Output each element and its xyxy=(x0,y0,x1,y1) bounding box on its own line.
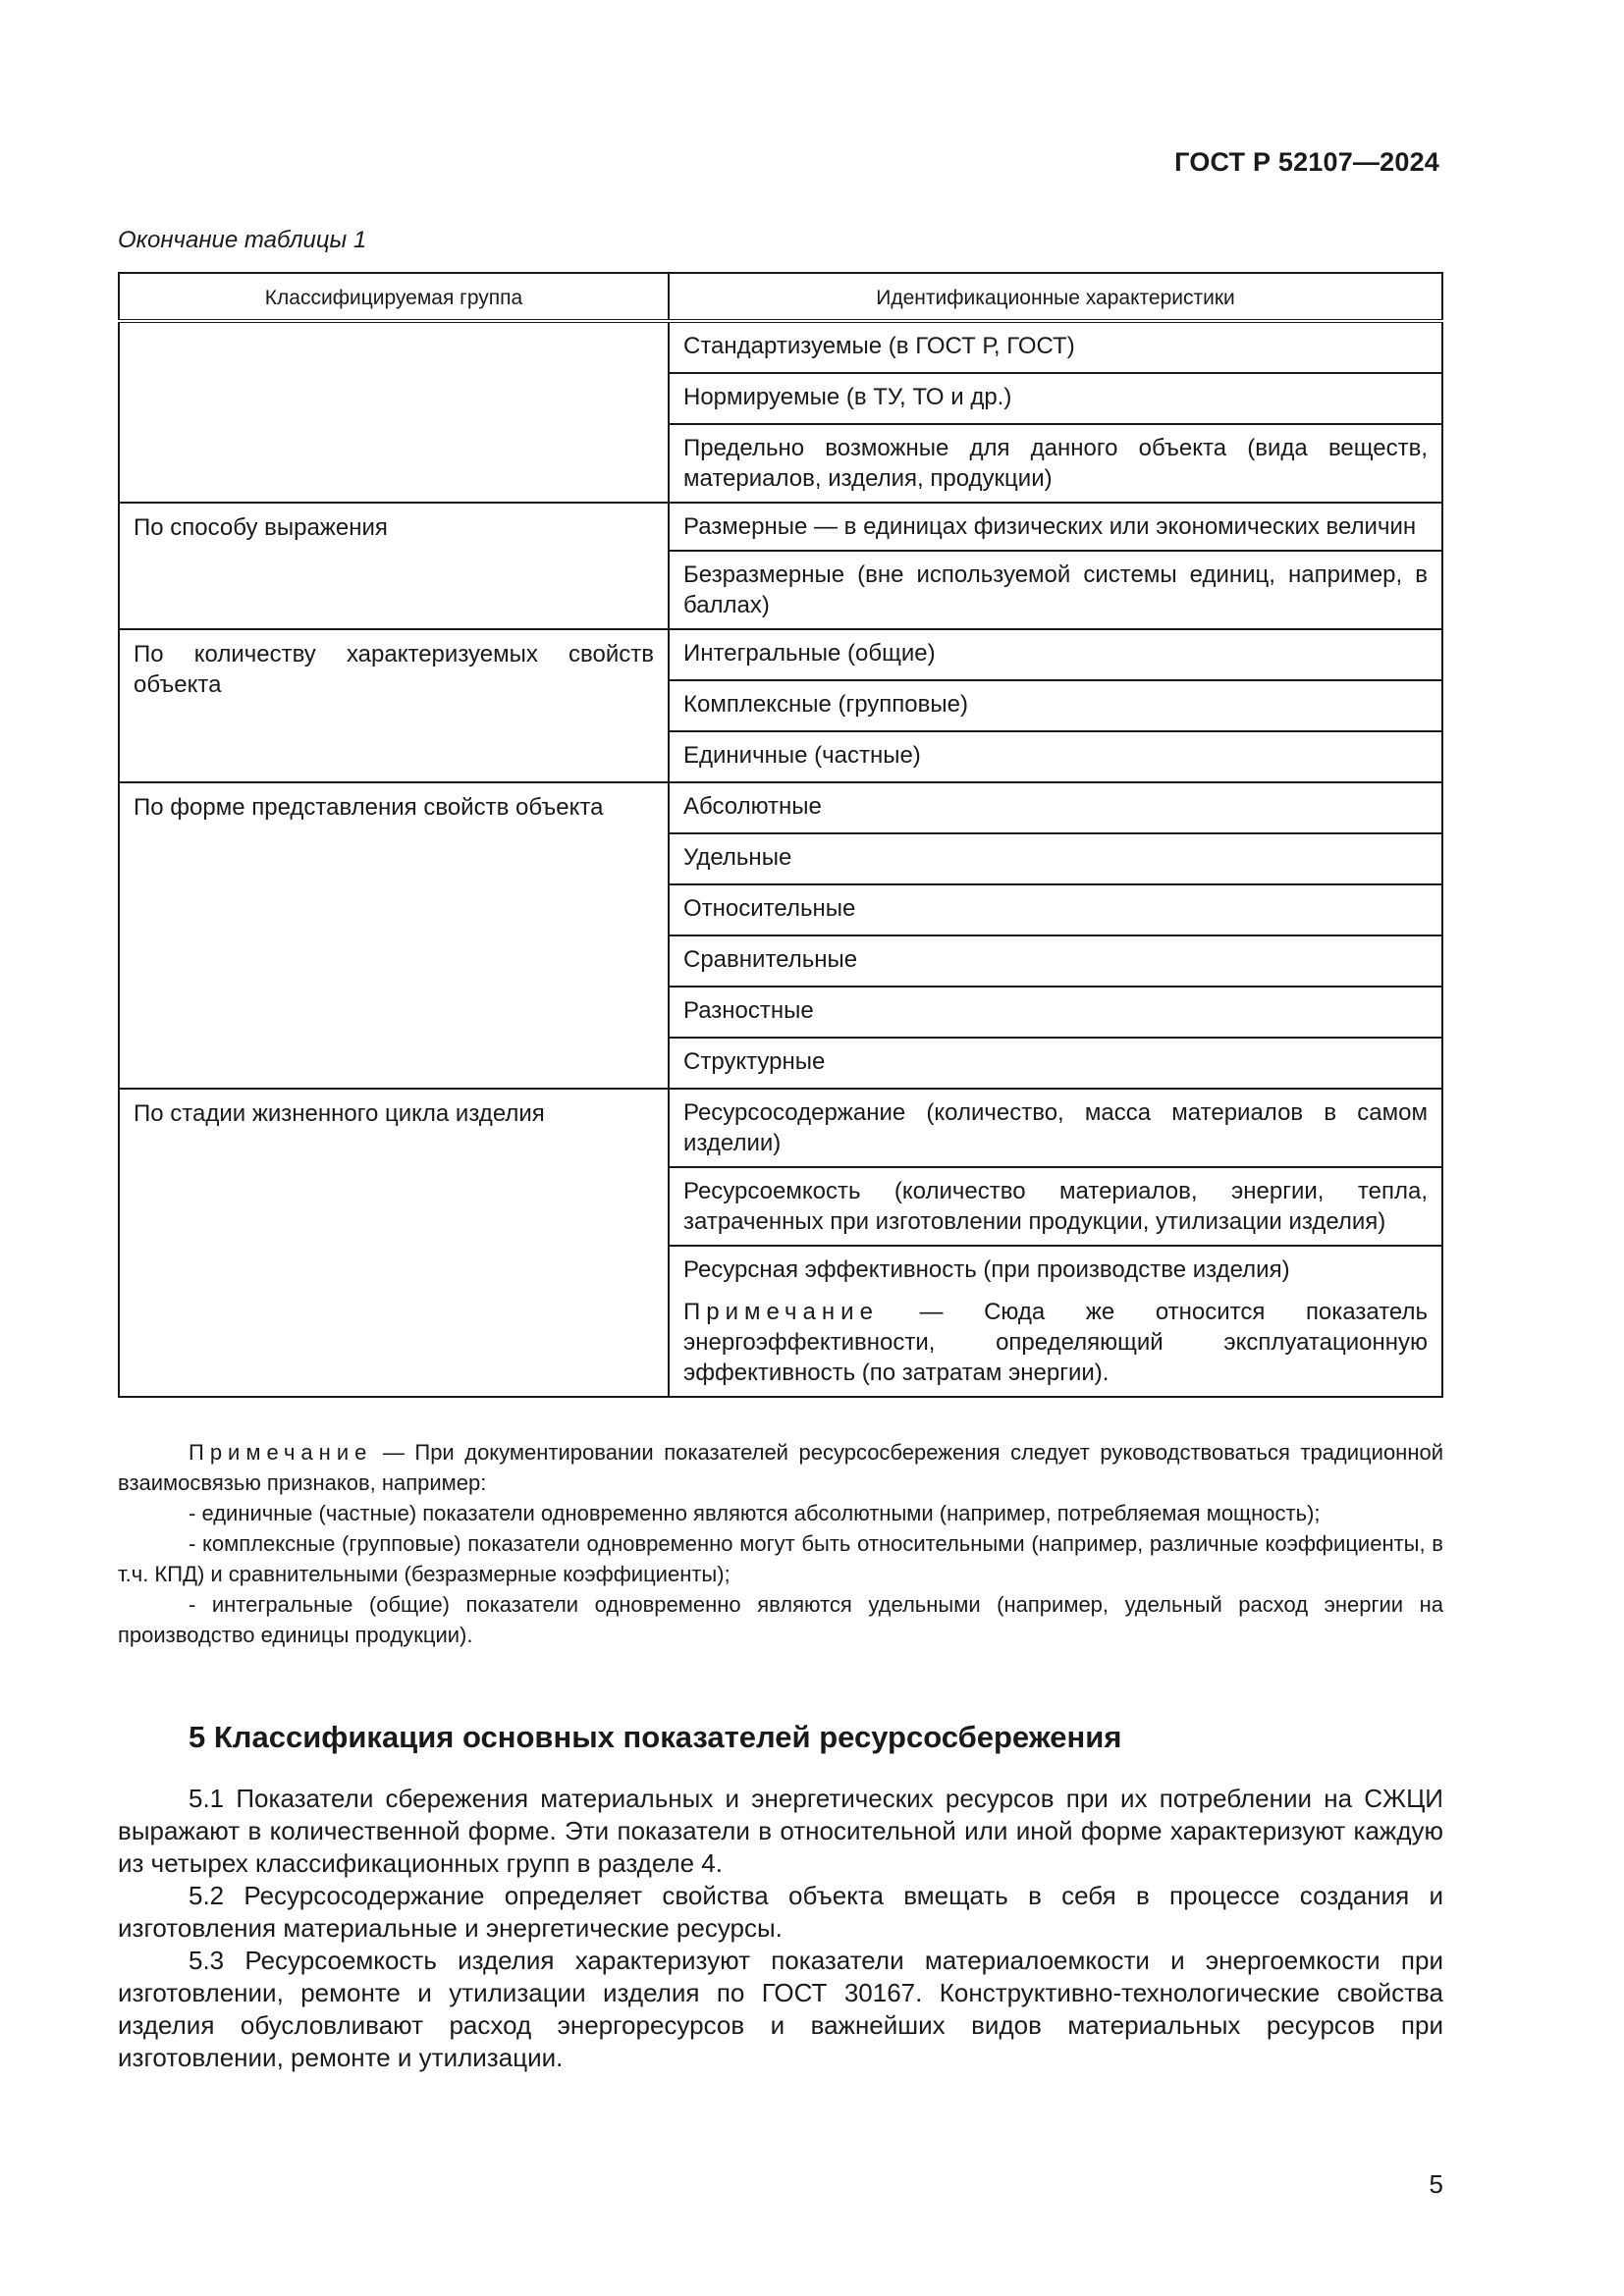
table-row xyxy=(119,321,1442,373)
table-row xyxy=(119,1089,1442,1167)
table-caption: Окончание таблицы 1 xyxy=(118,227,367,253)
characteristic-cell: Ресурсосодержание (количество, масса материалов в самом изделии) xyxy=(669,1089,1442,1167)
characteristic-cell: Сравнительные xyxy=(669,935,1442,987)
document-code: ГОСТ Р 52107—2024 xyxy=(1174,147,1439,177)
characteristic-cell: Предельно возможные для данного объекта (вида веществ, материалов, изделия, продукции) xyxy=(669,424,1442,503)
note-item: - интегральные (общие) показатели одновременно являются удельными (например, удельный расход энергии на производство единицы продукции). xyxy=(118,1592,1443,1647)
paragraph: 5.1 Показатели сбережения материальных и энергетических ресурсов при их потреблении на СЖЦИ выражают в количественной форме. Эти показатели в относительной или иной форме характеризуют каждую из четырех классификационных групп в разделе 4. xyxy=(118,1784,1443,1878)
group-cell-continued xyxy=(119,321,669,503)
note-intro xyxy=(118,1437,1443,1498)
characteristic-cell: Комплексные (групповые) xyxy=(669,680,1442,731)
header-characteristics-column: Идентификационные характеристики xyxy=(669,273,1442,321)
characteristic-cell: Размерные — в единицах физических или экономических величин xyxy=(669,503,1442,551)
cell-note-label: Примечание xyxy=(683,1299,879,1325)
characteristic-cell: Нормируемые (в ТУ, ТО и др.) xyxy=(669,373,1442,424)
header-group-column: Классифицируемая группа xyxy=(119,273,669,321)
characteristic-cell: Интегральные (общие) xyxy=(669,629,1442,680)
group-cell: По форме представления свойств объекта xyxy=(119,782,669,1089)
table-header-row xyxy=(119,273,1442,321)
characteristic-cell: Единичные (частные) xyxy=(669,731,1442,782)
table-row xyxy=(119,503,1442,551)
table-row xyxy=(119,629,1442,680)
characteristic-cell: Относительные xyxy=(669,884,1442,935)
group-cell: По количеству характеризуемых свойств объекта xyxy=(119,629,669,782)
group-cell: По стадии жизненного цикла изделия xyxy=(119,1089,669,1397)
page-number: 5 xyxy=(1429,2169,1443,2199)
characteristic-cell: Ресурсоемкость (количество материалов, энергии, тепла, затраченных при изготовлении продукции, утилизации изделия) xyxy=(669,1167,1442,1246)
group-cell: По способу выражения xyxy=(119,503,669,629)
paragraph: 5.2 Ресурсосодержание определяет свойства объекта вмещать в себя в процессе создания и изготовления материальные и энергетические ресурсы. xyxy=(118,1881,1443,1943)
characteristic-cell: Разностные xyxy=(669,987,1442,1038)
note-label: Примечание xyxy=(189,1440,373,1465)
characteristic-cell: Стандартизуемые (в ГОСТ Р, ГОСТ) xyxy=(669,321,1442,373)
cell-note xyxy=(683,1297,1428,1388)
paragraph: 5.3 Ресурсоемкость изделия характеризуют показатели материалоемкости и энергоемкости при изготовлении, ремонте и утилизации изделия по ГОСТ 30167. Конструктивно-технологические свойства изделия обусловливают расход энергоресурсов и важнейших видов материальных ресурсов при изготовлении, ремонте и утилизации. xyxy=(118,1946,1443,2072)
characteristic-cell: Абсолютные xyxy=(669,782,1442,833)
characteristic-cell: Удельные xyxy=(669,833,1442,884)
section-title: 5 Классификация основных показателей ресурсосбережения xyxy=(189,1720,1122,1754)
table-note xyxy=(118,1437,1443,1650)
characteristic-cell: Структурные xyxy=(669,1038,1442,1089)
classification-table xyxy=(118,272,1443,1398)
section-body xyxy=(118,1783,1443,2074)
characteristic-cell-with-note xyxy=(669,1246,1442,1397)
characteristic-cell: Безразмерные (вне используемой системы единиц, например, в баллах) xyxy=(669,551,1442,629)
note-item: - единичные (частные) показатели одновременно являются абсолютными (например, потребляемая мощность); xyxy=(189,1501,1321,1525)
cell-note-text: — Сюда же относится показатель энергоэффективности, определяющий эксплуатационную эффективность (по затратам энергии). xyxy=(683,1299,1428,1386)
note-item: - комплексные (групповые) показатели одновременно могут быть относительными (например, различные коэффициенты, в т.ч. КПД) и сравнительными (безразмерные коэффициенты); xyxy=(118,1531,1443,1586)
characteristic-text: Ресурсная эффективность (при производстве изделия) xyxy=(683,1256,1290,1283)
note-text: — При документировании показателей ресурсосбережения следует руководствоваться традиционной взаимосвязью признаков, например: xyxy=(118,1440,1443,1495)
table-row xyxy=(119,782,1442,833)
